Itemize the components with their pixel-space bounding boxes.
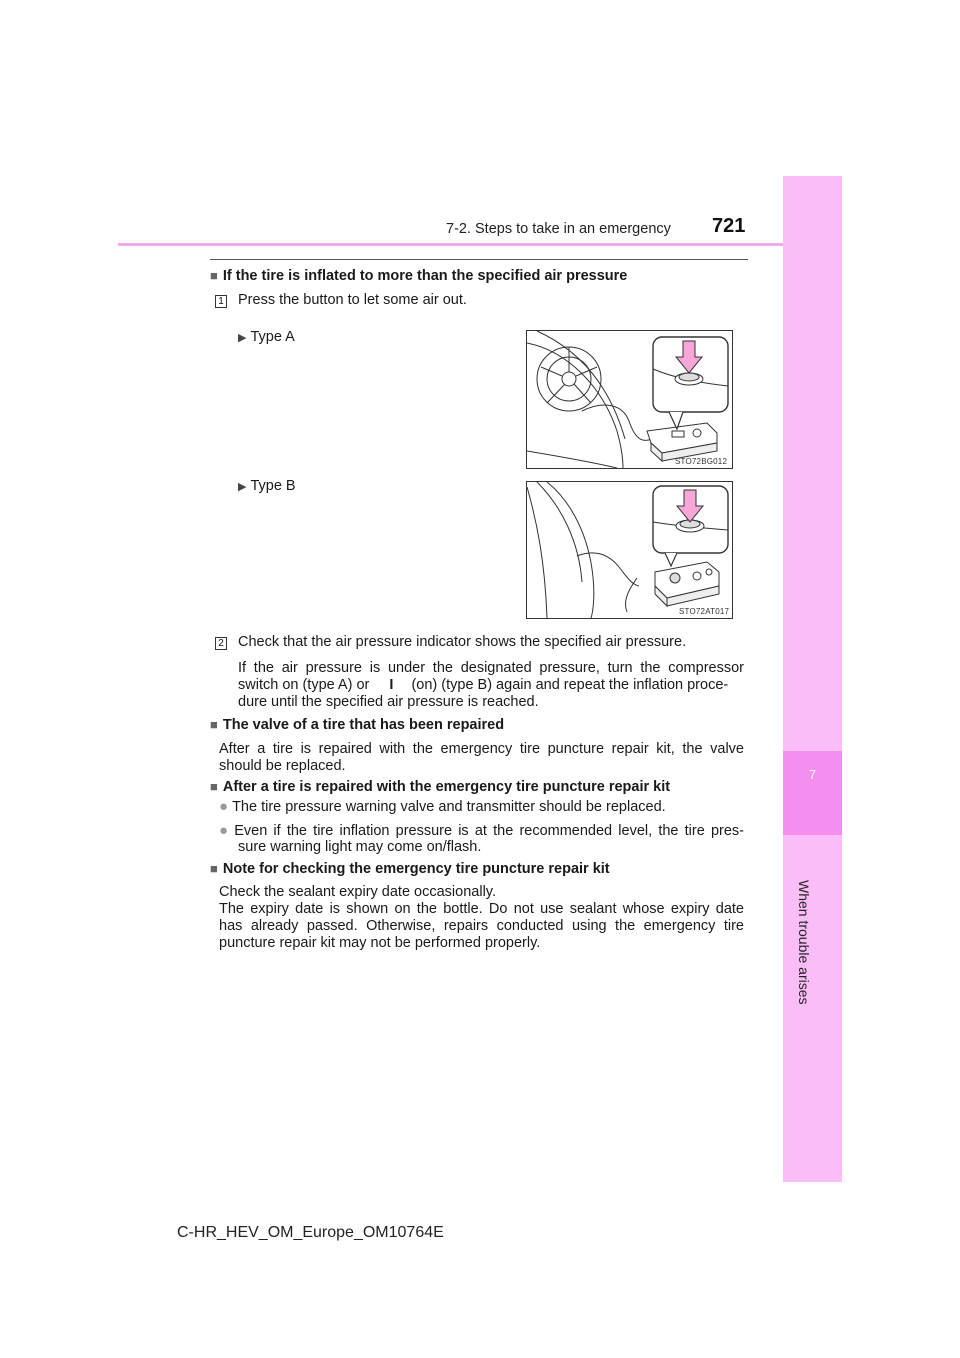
after-repair-bullet1: ● The tire pressure warning valve and transmitter should be replaced. [219, 798, 666, 815]
type-b-label: ▶ Type B [238, 478, 296, 494]
header-divider [118, 243, 783, 246]
step1-text: Press the button to let some air out. [238, 292, 467, 308]
after-repair-bullet2-line1: ● Even if the tire inflation pressure is at the recommended level, the tire pres- [219, 822, 744, 839]
chapter-number-block [783, 751, 842, 835]
page-number: 721 [712, 215, 746, 237]
section-title: 7-2. Steps to take in an emergency [446, 221, 671, 237]
square-bullet-icon: ■ [210, 779, 218, 794]
step2-para-line3: dure until the specified air pressure is reached. [238, 694, 539, 710]
figure-type-b [526, 481, 733, 619]
heading-note: ■ Note for checking the emergency tire puncture repair kit [210, 861, 610, 877]
note-line3: has already passed. Otherwise, repairs conducted using the emergency tire [219, 918, 744, 934]
content-top-rule [210, 259, 748, 260]
heading-valve: ■ The valve of a tire that has been repaired [210, 717, 505, 733]
step2-para-line1: If the air pressure is under the designated pressure, turn the compressor [238, 660, 744, 676]
note-line1: Check the sealant expiry date occasionally. [219, 884, 496, 900]
switch-on-symbol-icon: I [389, 677, 394, 693]
type-a-label: ▶ Type A [238, 329, 295, 345]
figure-type-a [526, 330, 733, 469]
figure-b-code: STO72AT017 [679, 607, 730, 616]
step-number-1: 1 [215, 295, 227, 308]
valve-line1: After a tire is repaired with the emergency tire puncture repair kit, the valve [219, 741, 744, 757]
square-bullet-icon: ■ [210, 717, 218, 732]
chapter-number: 7 [808, 767, 817, 782]
compressor-type-b-illustration [527, 482, 732, 618]
square-bullet-icon: ■ [210, 861, 218, 876]
note-line2: The expiry date is shown on the bottle. Do not use sealant whose expiry date [219, 901, 744, 917]
compressor-type-a-illustration [527, 331, 732, 468]
after-repair-bullet2-line2: sure warning light may come on/flash. [238, 839, 482, 855]
step2-para-line2: switch on (type A) or I (on) (type B) again and repeat the inflation proce- [238, 677, 729, 693]
step-number-2: 2 [215, 637, 227, 650]
round-bullet-icon: ● [219, 798, 229, 815]
chapter-title: When trouble arises [796, 880, 812, 1005]
step2-text: Check that the air pressure indicator shows the specified air pressure. [238, 634, 687, 650]
valve-line2: should be replaced. [219, 758, 346, 774]
arrow-right-icon: ▶ [238, 481, 247, 493]
note-line4: puncture repair kit may not be performed properly. [219, 935, 541, 951]
arrow-right-icon: ▶ [238, 332, 247, 344]
square-bullet-icon: ■ [210, 268, 218, 283]
chapter-side-tab [783, 176, 842, 1182]
heading-after-repair: ■ After a tire is repaired with the emergency tire puncture repair kit [210, 779, 671, 795]
round-bullet-icon: ● [219, 822, 231, 839]
figure-a-code: STO72BG012 [675, 457, 728, 466]
heading-overinflated: ■ If the tire is inflated to more than the specified air pressure [210, 268, 628, 284]
document-code-footer: C-HR_HEV_OM_Europe_OM10764E [177, 1224, 444, 1241]
